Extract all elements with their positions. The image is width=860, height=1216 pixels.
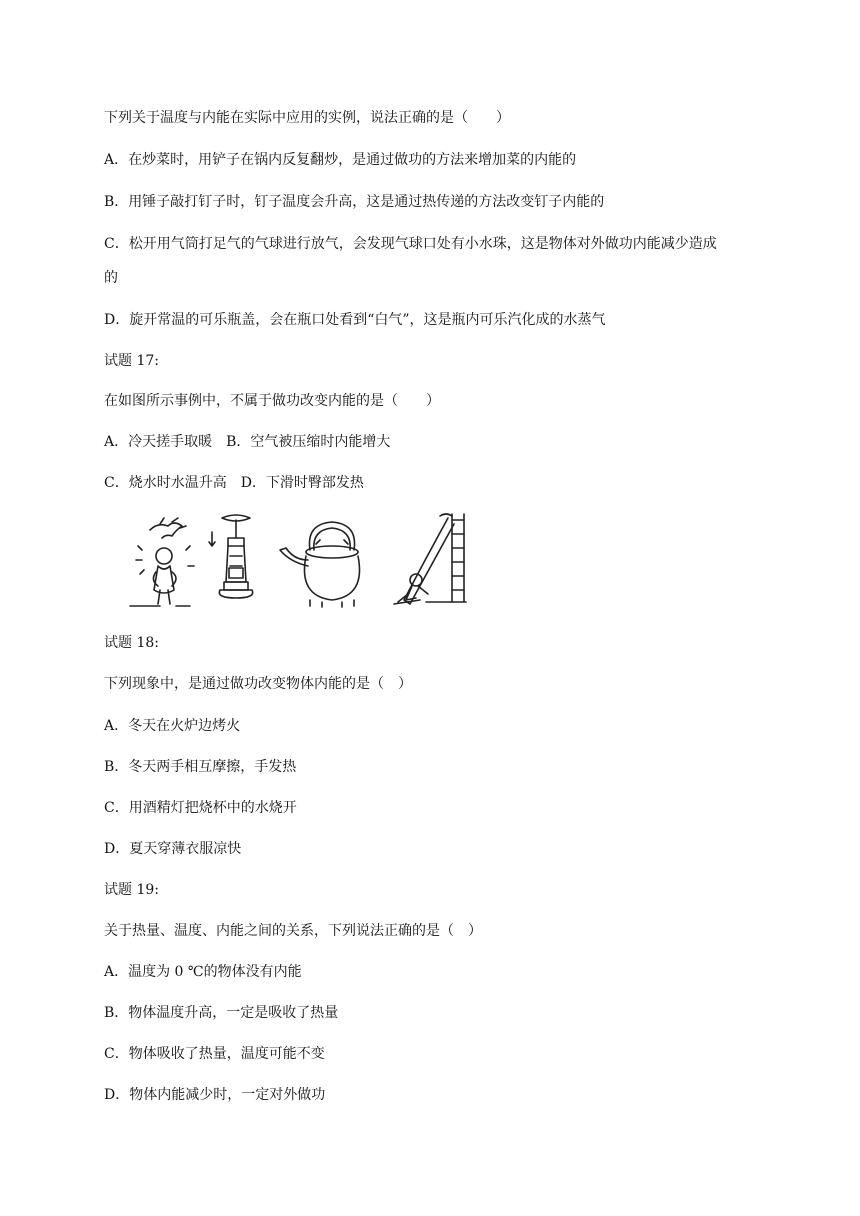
q17-options-ab: A．冷天搓手取暖 B．空气被压缩时内能增大 bbox=[104, 434, 391, 450]
q19-title: 试题 19: bbox=[104, 882, 159, 898]
q17-stem: 在如图所示事例中，不属于做功改变内能的是（ ） bbox=[104, 393, 440, 409]
q16-option-a: A．在炒菜时，用铲子在锅内反复翻炒，是通过做功的方法来增加菜的内能的 bbox=[104, 152, 577, 168]
slide-icon bbox=[394, 514, 466, 604]
q16-option-c-continued: 的 bbox=[104, 270, 118, 286]
kettle-icon bbox=[280, 522, 360, 607]
q19-option-a: A．温度为 0 ℃的物体没有内能 bbox=[104, 964, 302, 980]
q19-option-c: C．物体吸收了热量，温度可能不变 bbox=[104, 1046, 325, 1062]
q19-stem: 关于热量、温度、内能之间的关系，下列说法正确的是（ ） bbox=[104, 923, 482, 939]
q19-option-b: B．物体温度升高，一定是吸收了热量 bbox=[104, 1005, 339, 1021]
q17-title: 试题 17: bbox=[104, 353, 159, 369]
q16-stem: 下列关于温度与内能在实际中应用的实例，说法正确的是（ ） bbox=[104, 110, 510, 126]
q18-option-a: A．冬天在火炉边烤火 bbox=[104, 718, 241, 734]
q16-option-c: C．松开用气筒打足气的气球进行放气，会发现气球口处有小水珠，这是物体对外做功内能减少造成 bbox=[104, 236, 717, 252]
air-compression-cylinder-icon bbox=[209, 515, 253, 598]
q17-figure bbox=[120, 510, 480, 615]
q18-option-c: C．用酒精灯把烧杯中的水烧开 bbox=[104, 800, 297, 816]
q18-stem: 下列现象中，是通过做功改变物体内能的是（ ） bbox=[104, 676, 412, 692]
q18-option-d: D．夏天穿薄衣服凉快 bbox=[104, 841, 242, 857]
q19-option-d: D．物体内能减少时，一定对外做功 bbox=[104, 1087, 326, 1103]
q16-option-d: D．旋开常温的可乐瓶盖，会在瓶口处看到“白气”，这是瓶内可乐汽化成的水蒸气 bbox=[104, 312, 606, 328]
q16-option-b: B．用锤子敲打钉子时，钉子温度会升高，这是通过热传递的方法改变钉子内能的 bbox=[104, 194, 605, 210]
rubbing-hands-icon bbox=[130, 518, 194, 606]
q18-option-b: B．冬天两手相互摩擦，手发热 bbox=[104, 759, 297, 775]
q18-title: 试题 18: bbox=[104, 635, 159, 651]
q17-options-cd: C．烧水时水温升高 D．下滑时臀部发热 bbox=[104, 475, 364, 491]
